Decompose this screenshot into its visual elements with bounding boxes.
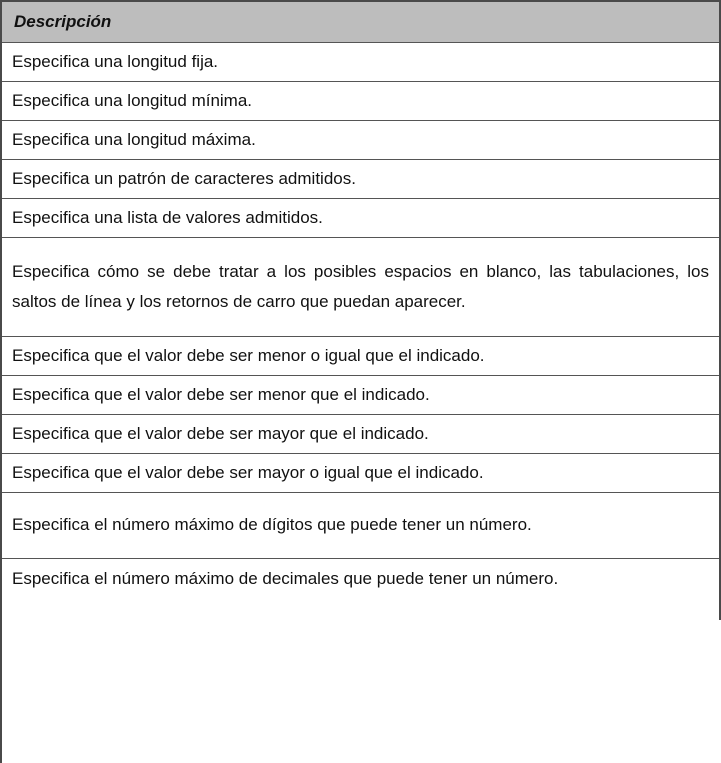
table-header-row <box>2 2 720 42</box>
description-text: Especifica una lista de valores admitidos. <box>12 207 323 227</box>
table-cell-description <box>2 336 720 375</box>
table-row <box>2 375 720 414</box>
table-row <box>2 453 720 492</box>
description-text: Especifica que el valor debe ser menor o igual que el indicado. <box>12 345 485 365</box>
description-text: Especifica una longitud fija. <box>12 51 219 71</box>
table-cell-description <box>2 453 720 492</box>
table-row <box>2 81 720 120</box>
description-table <box>2 2 721 620</box>
description-text: Especifica un patrón de caracteres admitidos. <box>12 168 356 188</box>
description-text: Especifica que el valor debe ser menor que el indicado. <box>12 384 430 404</box>
table-row <box>2 336 720 375</box>
description-text: Especifica el número máximo de dígitos que puede tener un número. <box>12 515 532 534</box>
table-row <box>2 558 720 620</box>
table-row <box>2 492 720 558</box>
table-row <box>2 42 720 81</box>
table-row <box>2 120 720 159</box>
table-cell-description <box>2 375 720 414</box>
table-cell-description <box>2 159 720 198</box>
table-cell-description <box>2 42 720 81</box>
description-text: Especifica cómo se debe tratar a los posibles espacios en blanco, las tabulaciones, los saltos de línea y los retornos de carro que puedan aparecer. <box>12 261 709 311</box>
table-cell-description <box>2 81 720 120</box>
table-cell-description <box>2 558 720 620</box>
table-row <box>2 414 720 453</box>
table-row <box>2 159 720 198</box>
table-cell-description <box>2 198 720 237</box>
table-row <box>2 237 720 336</box>
description-text: Especifica que el valor debe ser mayor que el indicado. <box>12 423 429 443</box>
table-cell-description <box>2 414 720 453</box>
table-row <box>2 198 720 237</box>
description-text: Especifica una longitud mínima. <box>12 90 253 110</box>
table-cell-description <box>2 492 720 558</box>
description-text: Especifica que el valor debe ser mayor o igual que el indicado. <box>12 462 484 482</box>
table-cell-description <box>2 237 720 336</box>
table-cell-description <box>2 120 720 159</box>
description-text: Especifica una longitud máxima. <box>12 129 256 149</box>
description-text: Especifica el número máximo de decimales que puede tener un número. <box>12 568 559 588</box>
column-header-descripcion: Descripción <box>2 2 720 42</box>
